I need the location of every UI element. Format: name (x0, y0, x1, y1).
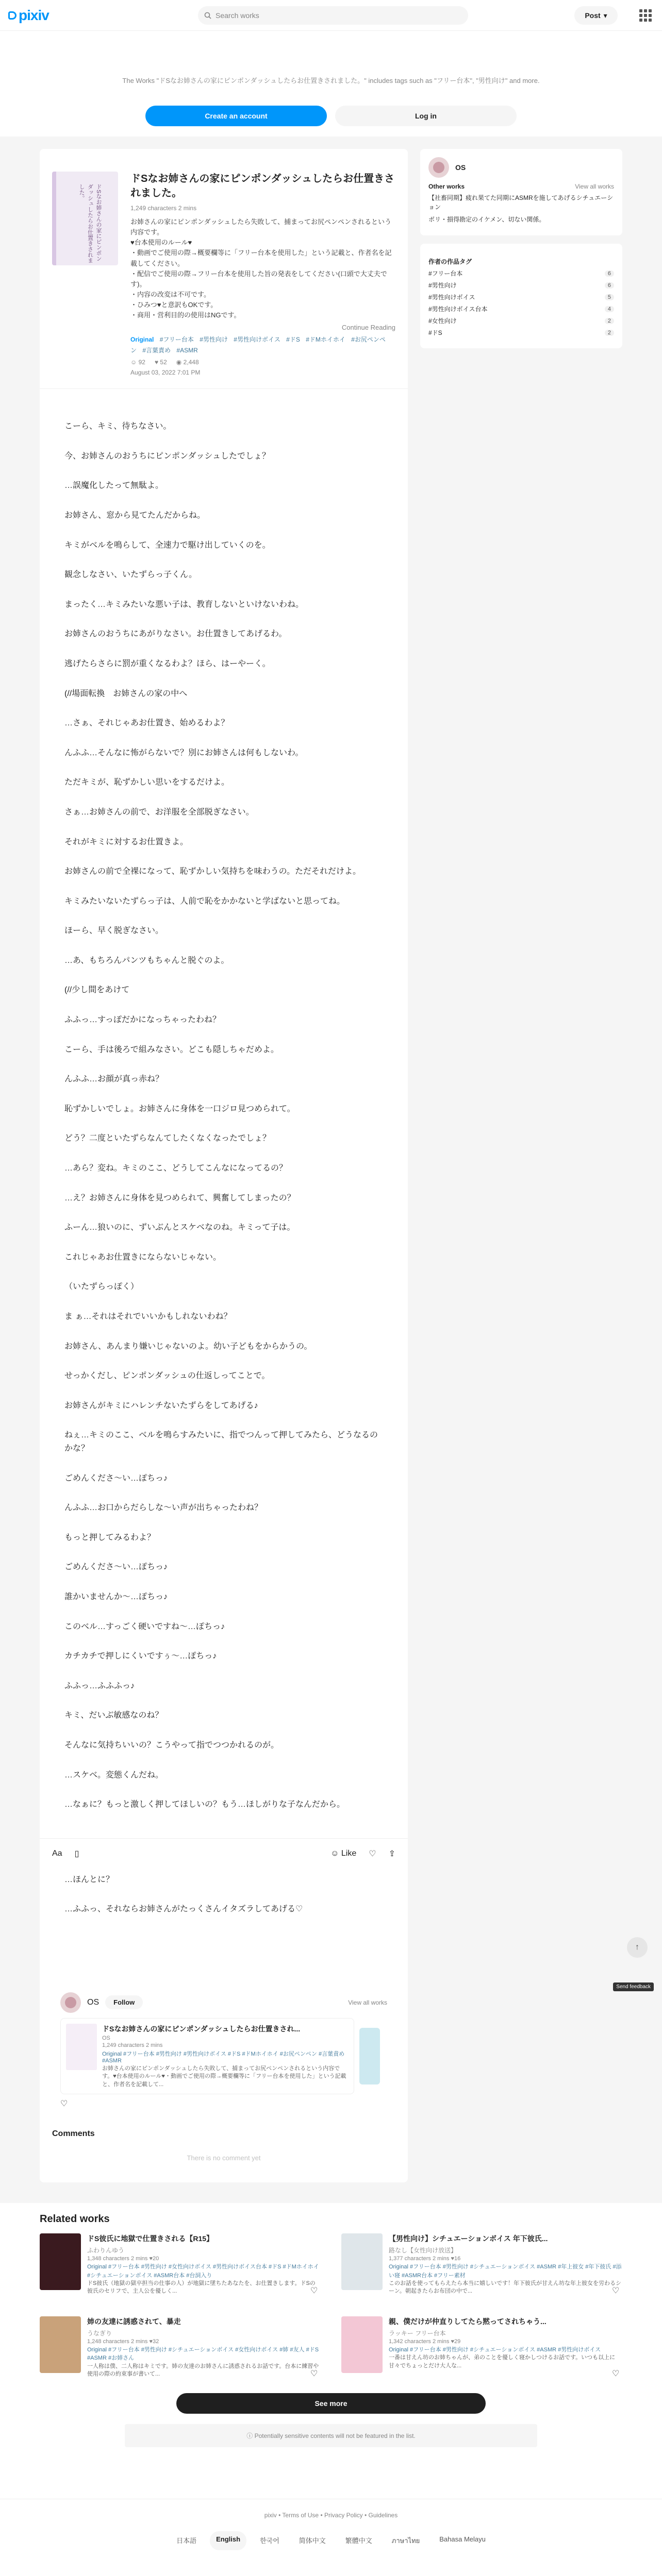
likes-stat (130, 359, 145, 366)
related-works (40, 2213, 622, 2468)
top-bar (0, 0, 662, 31)
views-stat (176, 359, 199, 366)
tag-count: 2 (605, 318, 614, 324)
cover-text: ドSなお姉さんの家にピンポンダッシュしたらお仕置きされました。 (78, 184, 102, 263)
post-button[interactable] (574, 6, 618, 25)
sidebar-tags-card (420, 244, 622, 348)
novel-caption (130, 217, 395, 320)
view-all-link[interactable]: View all works (348, 1998, 387, 2006)
heart-icon[interactable]: ♡ (60, 2099, 68, 2109)
novel-paragraph: ふーん…狼いのに、ずいぶんとスケベなのね。キミって子は。 (64, 1223, 295, 1232)
heart-icon[interactable]: ♡ (310, 2369, 318, 2378)
post-date: August 03, 2022 7:01 PM (130, 369, 201, 377)
grid-menu-icon[interactable] (639, 9, 652, 22)
related-author: ラッキー フリー台本 (389, 2329, 446, 2337)
sidebar-work-link[interactable]: ボリ・損得勘定のイケメン、切ない関係。 (428, 216, 545, 223)
novel-paragraph: （いたずらっぽく） (64, 1282, 139, 1292)
novel-paragraph: それがキミに対するお仕置きよ。 (64, 837, 189, 846)
related-tags: Original #フリー台本 #男性向け #シチュエーションボイス #ASMR #年上彼女 #年下彼氏 #添い寝 #ASMR台本 #フリー素材 (389, 2264, 622, 2279)
related-author: ふわりんゆう (87, 2247, 125, 2255)
tag-count: 2 (605, 330, 614, 336)
author-section (52, 1984, 395, 2117)
work-title: ドSなお姉さんの家にピンポンダッシュしたらお仕置きされ... (102, 2024, 301, 2033)
tag-list (130, 334, 395, 355)
novel-paragraph: んふふ…お顔が真っ赤ね？ (64, 1075, 164, 1084)
related-title: 親、僕だけが仲直りしてたら黙ってされちゃう... (389, 2317, 547, 2326)
novel-paragraph: 誰かいませんか〜…ぽちっ♪ (64, 1592, 168, 1601)
bookmark-icon[interactable]: ▯ (74, 1850, 79, 1859)
search-input[interactable] (198, 6, 468, 25)
novel-paragraph: キミ、だいぶ敏感なのね？ (64, 1711, 163, 1720)
tag[interactable]: #ドS (286, 336, 300, 344)
pixiv-logo[interactable] (8, 7, 49, 24)
related-cover (40, 2316, 81, 2373)
novel-paragraph: ただキミが、恥ずかしい思いをするだけよ。 (64, 778, 230, 787)
tag-name: #男性向けボイス (428, 294, 475, 301)
novel-paragraph: …誤魔化したって無駄よ。 (64, 481, 164, 490)
footer (0, 2499, 662, 2571)
novel-paragraph: …ふふっ、それならお姉さんがたっくさんイタズラしてあげる♡ (64, 1905, 303, 1914)
caption-line: ・動画でご使用の際→概要欄等に「フリー台本を使用した」という記載と、作者名を記載してください。 (130, 249, 392, 267)
tag-name: #男性向けボイス台本 (428, 306, 488, 313)
novel-paragraph: んふふ…そんなに怖がらないで？別にお姉さんは何もしないわ。 (64, 748, 304, 757)
comments-section (40, 2129, 408, 2182)
related-cover (341, 2316, 383, 2373)
caption-line: お姉さんの家にピンポンダッシュしたら失敗して、捕まってお尻ペンペンされるという内容です。 (130, 218, 391, 236)
related-item[interactable] (341, 2233, 622, 2296)
tag-name: #ドS (428, 329, 442, 336)
novel-paragraph: そんなに気持ちいいの？こうやって指でつつかれるのが。 (64, 1740, 279, 1750)
language-option[interactable]: 简体中文 (299, 2536, 326, 2545)
like-icon: ☺ (330, 1849, 341, 1858)
novel-paragraph: カチカチで押しにくいですぅ〜…ぽちっ♪ (64, 1652, 217, 1661)
work-meta: 1,249 characters 2 mins (102, 2042, 163, 2048)
send-feedback-button[interactable]: Send feedback (613, 1982, 654, 1991)
novel-card (40, 149, 408, 2182)
caption-line: ・配信でご使用の際→フリー台本を使用した旨の発表をしてください(口頭で大丈夫です)。 (130, 269, 387, 288)
novel-paragraph: お姉さんの前で全裸になって、恥ずかしい気持ちを味わうの。ただそれだけよ。 (64, 867, 361, 876)
novel-paragraph: これじゃあお仕置きにならないじゃない。 (64, 1252, 222, 1262)
related-cover (40, 2233, 81, 2290)
novel-paragraph: (//少し間をあけて (64, 986, 130, 995)
novel-paragraph: このベル…すっごく硬いですね〜…ぽちっ♪ (64, 1622, 225, 1631)
novel-paragraph: お姉さんがキミにハレンチないたずらをしてあげる♪ (64, 1401, 258, 1410)
tag[interactable]: #フリー台本 (159, 336, 194, 344)
language-switcher (0, 2531, 662, 2550)
heart-icon: ♥ (154, 359, 160, 366)
sidebar-author-card (420, 149, 622, 235)
tag-count: 6 (605, 270, 614, 277)
author-name[interactable]: OS (87, 1997, 100, 2007)
sidebar-work-link[interactable]: 【社畜同期】疲れ果てた同期にASMRを施してあげるシチュエーション (428, 194, 614, 211)
related-heading: Related works (40, 2213, 110, 2225)
novel-meta: 1,249 characters 2 mins (130, 205, 197, 212)
bookmarks-stat (155, 359, 167, 366)
novel-paragraph: お姉さん、あんまり嫌いじゃないのよ。幼い子どもをからかうの。 (64, 1342, 312, 1351)
novel-paragraph: もっと押してみるわよ？ (64, 1533, 156, 1542)
novel-paragraph: ほーら、早く脱ぎなさい。 (64, 926, 164, 936)
bookmarks-count: 52 (160, 359, 167, 366)
footer-links[interactable]: pixiv • Terms of Use • Privacy Policy • Guidelines (264, 2511, 398, 2519)
likes-count: 92 (138, 359, 145, 366)
novel-paragraph: まったく…キミみたいな悪い子は、教育しないといけないわね。 (64, 600, 304, 609)
tag-name: #フリー台本 (428, 270, 463, 277)
next-work-thumb[interactable] (359, 2028, 380, 2084)
sidebar-tag[interactable] (428, 316, 614, 325)
related-cover (341, 2233, 383, 2290)
content-area (0, 137, 662, 2203)
tag[interactable]: #男性向け (200, 336, 228, 344)
novel-paragraph: …ほんとに？ (64, 1875, 114, 1884)
novel-paragraph: ごめんくださ〜い…ぽちっ♪ (64, 1563, 168, 1572)
author-work-card[interactable] (60, 2018, 354, 2094)
notice-text: Potentially sensitive contents will not be featured in the list. (254, 2432, 416, 2439)
novel-paragraph: …スケベ。変態くんだね。 (64, 1770, 164, 1780)
novel-paragraph: ふふっ…ふふふっ♪ (64, 1681, 135, 1690)
novel-paragraph: せっかくだし、ピンポンダッシュの仕返しってことで。 (64, 1371, 270, 1381)
tag[interactable]: #言葉責め (142, 346, 171, 354)
like-button[interactable] (330, 1849, 356, 1858)
related-item[interactable] (40, 2233, 321, 2296)
novel-paragraph: ねぇ…キミのここ、ベルを鳴らすみたいに、指でつんって押してみたら、どうなるのかな？ (64, 1431, 378, 1453)
language-option[interactable]: Bahasa Melayu (439, 2535, 486, 2543)
novel-paragraph: (//場面転換 お姉さんの家の中へ (64, 689, 188, 698)
novel-paragraph: ごめんくださ〜い…ぽちっ♪ (64, 1473, 168, 1483)
tag[interactable]: #ドMホイホイ (306, 336, 345, 344)
novel-paragraph: お姉さんのおうちにあがりなさい。お仕置きしてあげるわ。 (64, 630, 287, 639)
novel-paragraph: キミみたいないたずらっ子は、人前で恥をかかないと学ばないと思ってね。 (64, 896, 345, 906)
related-item[interactable] (341, 2316, 622, 2379)
novel-paragraph: 今、お姉さんのおうちにピンポンダッシュしたでしょ？ (64, 451, 271, 461)
share-icon[interactable]: ⇪ (388, 1850, 395, 1859)
font-size-button[interactable]: Aa (52, 1849, 62, 1858)
novel-paragraph: ふふっ…すっぽだかになっちゃったわね？ (64, 1015, 221, 1025)
promo-section (0, 31, 662, 137)
caption-line: ・内容の改変は不可です。 (130, 290, 210, 298)
no-comments-text: There is no comment yet (187, 2154, 261, 2162)
related-tags: Original #フリー台本 #男性向け #シチュエーションボイス #ASMR #男性向けボイス (389, 2346, 601, 2353)
novel-stats (130, 359, 395, 366)
chevron-down-icon: ▾ (603, 11, 607, 20)
sidebar-tag[interactable] (428, 293, 614, 301)
tag-name: #女性向け (428, 317, 457, 325)
follow-button[interactable]: Follow (105, 1995, 143, 2009)
related-meta: 1,348 characters 2 mins ♥20 (87, 2256, 159, 2262)
novel-paragraph: 恥ずかしいでしょ。お姉さんに身体を一口ジロ見つめられて。 (64, 1104, 295, 1113)
search-placeholder: Search works (216, 11, 259, 20)
related-item[interactable] (40, 2316, 321, 2379)
logo-mark-icon (8, 11, 16, 20)
related-author: 路なし【女性向け放送】 (389, 2247, 457, 2255)
novel-body (40, 388, 408, 1838)
novel-paragraph: キミがベルを鳴らして、全速力で駆け出していくのを。 (64, 540, 271, 550)
related-caption: 一番は甘えん坊のお姉ちゃんが、弟のことを優しく寝かしつけるお話です。いつも以上に甘々でちょっとだけ大人な... (389, 2354, 616, 2369)
language-option[interactable]: 日本語 (176, 2536, 197, 2545)
post-label: Post (585, 11, 601, 20)
tag-name: #男性向け (428, 282, 457, 289)
related-caption: ドS彼氏（地獄の獄卒担当の仕事の人）が地獄に墜ちたあなたを、お仕置きします。ドSの彼氏のセリフで、主人公を優しく... (87, 2280, 316, 2295)
avatar[interactable] (60, 1992, 81, 2013)
sidebar-tag[interactable] (428, 269, 614, 278)
novel-paragraph: …あら？変ね。キミのここ、どうしてこんなになってるの？ (64, 1164, 288, 1173)
novel-cover (52, 172, 118, 265)
views-count: 2,448 (183, 359, 199, 366)
search-icon (204, 12, 211, 19)
novel-paragraph: こーら、手は後ろで組みなさい。どこも隠しちゃだめよ。 (64, 1045, 279, 1054)
tag-count: 5 (605, 294, 614, 300)
novel-paragraph: さぁ…お姉さんの前で、お洋服を全部脱ぎなさい。 (64, 807, 254, 817)
related-title: 【男性向け】シチュエーションボイス 年下彼氏... (389, 2234, 548, 2243)
like-label: Like (341, 1849, 357, 1858)
avatar[interactable] (428, 157, 449, 178)
tag-original[interactable]: Original (130, 336, 154, 344)
continue-reading-link[interactable]: Continue Reading (341, 324, 395, 332)
language-option[interactable]: English (210, 2531, 246, 2550)
eye-icon: ◉ (176, 359, 184, 366)
novel-paragraph: …なぁに？もっと激しく押してほしいの？もう…ほしがりな子なんだから。 (64, 1800, 345, 1809)
novel-tail (40, 1869, 408, 1984)
work-tags: Original #フリー台本 #男性向け #男性向けボイス #ドS #ドMホイホイ #お尻ペンペン #言葉責め #ASMR (102, 2050, 345, 2064)
caption-line: ・商用・営利目的の使用はNGです。 (130, 311, 241, 319)
smile-icon: ☺ (130, 359, 139, 366)
promo-text: The Works "ドSなお姉さんの家にピンポンダッシュしたらお仕置きされました。" includes tags such as "フリー台本", "男性向け" and more. (122, 77, 540, 84)
tag-count: 6 (605, 282, 614, 289)
novel-title: ドSなお姉さんの家にピンポンダッシュしたらお仕置きされました。 (130, 173, 395, 199)
work-cover (66, 2024, 97, 2070)
related-tags: Original #フリー台本 #男性向け #女性向けボイス #男性向けボイス台本 #ドS #ドMホイホイ #シチュエーションボイス #ASMR台本 #台詞入り (87, 2264, 319, 2279)
language-option[interactable]: ภาษาไทย (391, 2536, 420, 2545)
novel-paragraph: 観念しなさい、いたずらっ子くん。 (64, 570, 197, 580)
work-caption: お姉さんの家にピンポンダッシュしたら失敗して、捕まってお尻ペンペンされるという内容です。♥台本使用のルール♥・動画でご使用の際→概要欄等に「フリー台本を使用した」という記載と、作者名を記載して... (102, 2065, 346, 2088)
caption-line: ♥台本使用のルール♥ (130, 239, 192, 247)
related-caption: このお話を使ってもらえたら本当に嬉しいです！年下彼氏が甘えん坊な年上彼女を労わるシーン。朝起きたらお布団の中で... (389, 2280, 621, 2295)
related-meta: 1,342 characters 2 mins ♥29 (389, 2338, 461, 2345)
work-author: OS (102, 2035, 110, 2041)
language-option[interactable]: 한국어 (260, 2536, 279, 2545)
arrow-up-icon: ↑ (635, 1943, 639, 1952)
related-title: ドS彼氏に地獄で仕置きされる【R15】 (87, 2234, 214, 2243)
novel-paragraph: ま ぁ…それはそれでいいかもしれないわね？ (64, 1312, 232, 1321)
sidebar-tag[interactable] (428, 328, 614, 337)
sidebar-tag[interactable] (428, 281, 614, 290)
reader-toolbar (40, 1838, 408, 1869)
tag[interactable]: #男性向けボイス (234, 336, 280, 344)
language-option[interactable]: 繁體中文 (345, 2536, 372, 2545)
novel-paragraph: お姉さん、窓から見てたんだからね。 (64, 511, 205, 520)
tag-count: 4 (605, 306, 614, 312)
novel-paragraph: 逃げたらさらに罰が重くなるわよ？ほら、はーやーく。 (64, 659, 271, 668)
logo-text: pixiv (19, 7, 49, 23)
other-works-heading: Other works (428, 183, 465, 190)
novel-paragraph: どう？二度といたずらなんてしたくなくなったでしょ？ (64, 1134, 271, 1143)
related-title: 姉の友達に誘惑されて、暴走 (87, 2317, 181, 2326)
tags-heading: 作者の作品タグ (428, 258, 472, 265)
tag[interactable]: #お尻ペンペン (130, 336, 386, 354)
scroll-top-button[interactable] (627, 1937, 648, 1958)
caption-line: ・ひみつ♥と意訳もOKです。 (130, 301, 218, 309)
sidebar-tag[interactable] (428, 304, 614, 313)
heart-icon[interactable]: ♡ (369, 1850, 376, 1859)
related-caption: 一人称は僕、二人称はキミです。姉の友達のお姉さんに誘惑されるお話です。台本に練習や使用の際の約束事が書いて... (87, 2363, 319, 2378)
novel-paragraph: こーら、キミ、待ちなさい。 (64, 422, 172, 431)
sidebar-author-name[interactable]: OS (455, 163, 466, 172)
related-meta: 1,248 characters 2 mins ♥32 (87, 2338, 159, 2345)
see-more-button[interactable]: See more (176, 2393, 486, 2414)
novel-paragraph: …え？お姉さんに身体を見つめられて、興奮してしまったの？ (64, 1193, 295, 1202)
sensitive-notice (125, 2424, 537, 2447)
tag[interactable]: #ASMR (176, 346, 198, 354)
related-meta: 1,377 characters 2 mins ♥16 (389, 2256, 461, 2262)
heart-icon[interactable]: ♡ (612, 2286, 620, 2295)
novel-paragraph: …あ、もちろんパンツもちゃんと脱ぐのよ。 (64, 956, 229, 965)
novel-paragraph: …さぁ、それじゃあお仕置き、始めるわよ？ (64, 719, 229, 728)
related-author: うなぎり (87, 2329, 112, 2337)
comments-heading: Comments (52, 2129, 95, 2139)
novel-paragraph: んふふ…お口からだらしな〜い声が出ちゃったわね？ (64, 1503, 263, 1513)
sidebar-view-all[interactable]: View all works (575, 183, 614, 190)
login-button[interactable]: Log in (335, 106, 517, 126)
heart-icon[interactable]: ♡ (310, 2286, 318, 2295)
create-account-button[interactable]: Create an account (145, 106, 327, 126)
related-tags: Original #フリー台本 #男性向け #シチュエーションボイス #女性向けボイス #姉 #友人 #ドS #ASMR #お姉さん (87, 2346, 319, 2362)
heart-icon[interactable]: ♡ (612, 2369, 620, 2378)
info-icon: ⓘ (246, 2432, 255, 2439)
